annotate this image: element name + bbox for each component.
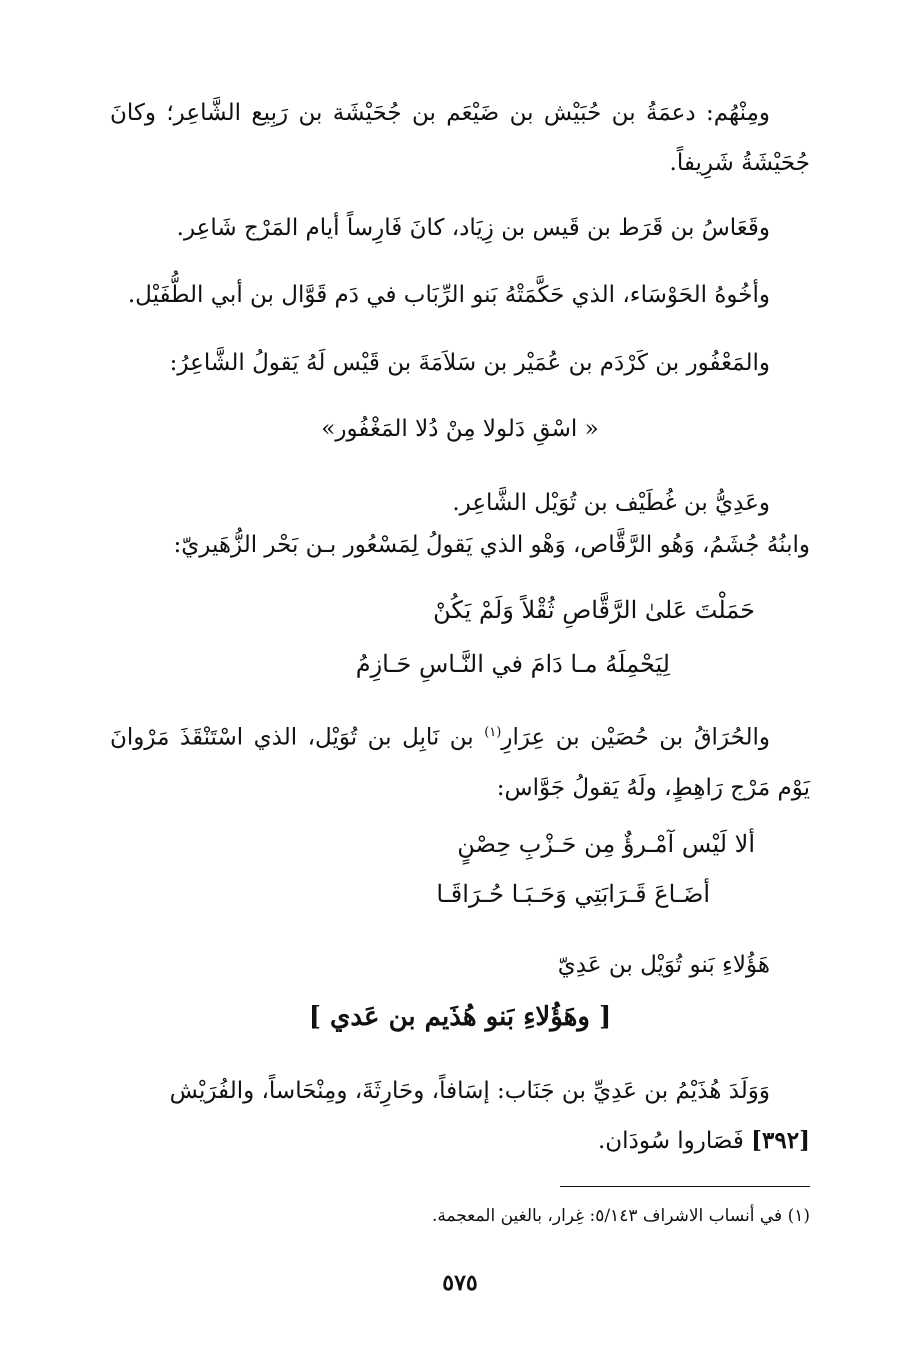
paragraph-10 (110, 1116, 810, 1166)
footnote-marker: (١) (484, 725, 502, 740)
paragraph-4: والمَعْفُور بن كَرْدَم بن عُمَيْر بن سَلاَمَةَ بن قَيْس لَهُ يَقولُ الشَّاعِرُ: (169, 350, 770, 376)
footnote-separator (560, 1186, 810, 1187)
paragraph-10-text: فَصَاروا سُودَان. (597, 1128, 752, 1154)
paragraph-7-part-a: والحُرَاقُ بن حُصَيْن بن عِرَارِ (501, 724, 770, 751)
paragraph-2: وقَعَاسُ بن قَرَط بن قَيس بن زِيَاد، كانَ فَارِساً أيام المَرْج شَاعِر. (176, 215, 770, 241)
section-heading: [ وهَؤُلاءِ بَنو هُذَيم بن عَدي ] (308, 1002, 612, 1032)
verse-2-first-hemistich: ألا لَيْس آمْـرؤٌ مِن حَـزْبِ حِصْنٍ (457, 830, 755, 858)
document-page (110, 88, 810, 1328)
page-number: ٥٧٥ (442, 1270, 478, 1296)
footnote: (١) في أنساب الاشراف ٥/١٤٣: غِرار، بالغين المعجمة. (431, 1206, 810, 1226)
verse-2-second-hemistich: أضَـاعَ قَـرَابَتِي وَحَـبَـا حُـرَاقَـا (436, 880, 710, 908)
paragraph-7 (110, 708, 810, 813)
page-reference: [٣٩٢] (751, 1127, 810, 1154)
paragraph-5: وعَدِيُّ بن غُطَيْف بن تُوَيْل الشَّاعِر. (452, 490, 770, 516)
paragraph-6: وابنُهُ جُشَمُ، وَهُو الرَّقَّاص، وَهْو الذي يَقولُ لِمَسْعُور بـن بَحْر الزُّهَيريّ: (173, 532, 810, 558)
quoted-line: « اسْقِ دَلولا مِنْ دُلا المَغْفُور» (321, 416, 599, 442)
paragraph-3: وأخُوهُ الحَوْسَاء، الذي حَكَّمَتْهُ بَنو الرِّبَاب في دَم قَوَّال بن أبي الطُّفَيْل. (127, 282, 770, 308)
paragraph-7-part-b: بن نَابِل بن تُوَيْل، الذي اسْتَنْقَذَ مَرْوانَ يَوْم مَرْج رَاهِطٍ، ولَهُ يَقولُ جَوَّاس: (110, 724, 810, 801)
paragraph-1: ومِنْهُم: دعمَةُ بن حُبَيْش بن ضَيْعَم بن جُحَيْشَة بن رَبِيع الشَّاعِر؛ وكانَ جُحَيْشَةُ شَرِيفاً. (110, 100, 810, 176)
paragraph-8: هَؤُلاءِ بَنو تُوَيْل بن عَدِيّ (557, 952, 770, 978)
paragraph-9: وَوَلَدَ هُذَيْمُ بن عَدِيِّ بن جَنَاب: إسَافاً، وحَارِثَةَ، ومِنْحَاساً، والفُرَيْش (169, 1078, 770, 1104)
verse-1-first-hemistich: حَمَلْتَ عَلىٰ الرَّقَّاصِ ثُقْلاً وَلَمْ يَكُنْ (433, 596, 755, 624)
verse-1-second-hemistich: لِيَحْمِلَهُ مـا دَامَ في النَّـاسِ حَـازِمُ (355, 650, 670, 678)
